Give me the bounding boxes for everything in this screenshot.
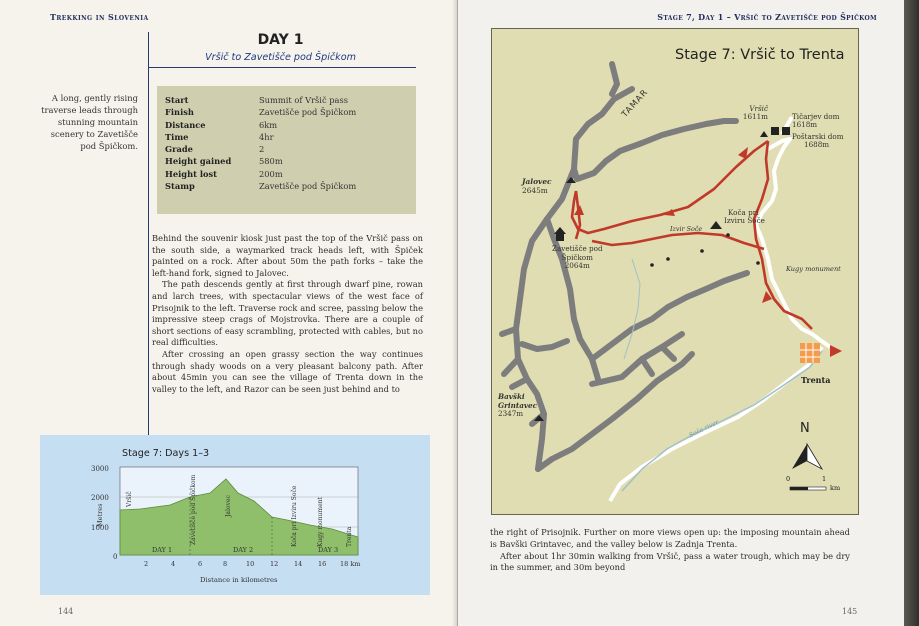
north-arrow-icon [792,444,822,469]
info-row-stamp: Stamp Zavetišče pod Špičkom [165,181,357,192]
x-tick: 12 [270,560,279,568]
right-body-text [490,527,850,574]
place-label: Jalovec [225,495,232,517]
y-tick: 1000 [91,524,109,532]
page-edge [904,0,919,626]
place-label: Kugy monument [317,497,324,547]
route-arrows [574,147,842,357]
x-tick: 16 [318,560,327,568]
place-label: Zavetišče pod Špičkom [190,474,197,545]
paragraph: The path descends gently at first through dwarf pine, rowan and larch trees, with spectacular views of the west face of Prisojnik to the left. Traverse rock and scree, passing below the impressive steep crags of Mojstrovka. There are a couple of short sections of easy scrambling, protected with cables, but no real difficulties. [152,279,423,348]
running-head-right: Stage 7, Day 1 – Vršič to Zavetišče pod Špičkom [657,12,877,22]
scale-bar [790,487,826,490]
map-label-vrsic: Vršič 1611m [742,104,768,121]
scale-zero: 0 [786,475,791,483]
info-row-time: Time 4hr [165,131,274,142]
map-label-zavetisce: Zavetišče pod Špičkom 2064m [552,244,603,270]
map-label-tamar: TAMAR [620,87,651,120]
vertical-rule [148,32,149,437]
x-tick: 8 [223,560,228,568]
info-row-finish: Finish Zavetišče pod Špičkom [165,107,357,118]
info-row-distance: Distance 6km [165,119,278,130]
place-label: Koča pri Izviru Soče [291,485,298,547]
day-title: DAY 1 [257,32,304,48]
x-tick: 4 [171,560,176,568]
day-label: DAY 1 [152,546,173,554]
x-tick: 14 [294,560,303,568]
map-title: Stage 7: Vršič to Trenta [675,47,845,63]
trenta-village [800,343,820,363]
horizontal-rule [148,67,416,68]
left-page [0,0,458,626]
profile-title: Stage 7: Days 1–3 [122,448,210,459]
day-label: DAY 3 [318,546,339,554]
place-label: Trenta [346,526,353,547]
x-tick: 2 [144,560,149,568]
map-label-soca: Soča river [688,418,720,440]
paragraph: the right of Prisojnik. Further on more views open up: the imposing mountain ahead is Bavški Grintavec, and the valley below is Zadnja Trenta. [490,527,850,549]
page-number-left: 144 [58,607,74,616]
scale-one: 1 [822,475,827,483]
y-axis-label: Metres [96,503,104,527]
info-row-height-gained: Height gained 580m [165,156,283,167]
map-label-ticarjev: Tičarjev dom 1618m [792,112,840,129]
day-subtitle: Vršič to Zavetišče pod Špičkom [205,52,356,63]
x-axis-label: Distance in kilometres [200,576,278,584]
map-label-trenta: Trenta [801,375,831,385]
map-label-postarski: Poštarski dom 1688m [792,132,844,149]
road-lines [610,117,830,501]
page-number-right: 145 [842,607,858,616]
map-label-kugy: Kugy monument [786,265,841,273]
day-label: DAY 2 [233,546,254,554]
info-row-grade: Grade 2 [165,144,265,155]
map-label-jalovec: Jalovec 2645m [522,177,552,195]
map-label-koca: Koča pri Izviru Soče [724,208,765,225]
route-map [491,28,859,515]
y-tick: 0 [113,553,118,561]
paragraph: After about 1hr 30min walking from Vršič, pass a water trough, which may be dry in the summer, and 30m beyond [490,550,850,573]
scale-unit: km [830,484,841,492]
ridge-lines [502,64,747,469]
map-label-bavski: Bavški Grintavec 2347m [498,392,537,418]
left-body-text [152,233,423,395]
info-box [157,86,416,214]
running-head-left: Trekking in Slovenia [50,12,149,22]
map-label-izvir: Izvir Soče [670,225,703,233]
x-tick: 10 [246,560,255,568]
y-tick: 3000 [91,465,109,473]
info-row-start: Start Summit of Vršič pass [165,95,349,105]
x-tick: 6 [198,560,203,568]
profile-chart [40,435,430,595]
paragraph: After crossing an open grassy section the way continues through shady woods on a very pleasant balcony path. After about 45min you can see the village of Trenta down in the valley to the left, and Razor can be seen just behind and to [152,348,423,394]
side-note: A long, gently rising traverse leads through stunning mountain scenery to Zavetišče pod Špičkom. [41,93,138,151]
waypoint-dots [650,233,760,267]
stream [624,259,640,359]
y-tick: 2000 [91,494,109,502]
place-label: Vršič [126,491,133,507]
north-label: N [800,421,810,436]
paragraph: Behind the souvenir kiosk just past the top of the Vršič pass on the south side, a waymarked track heads left, with Špiček painted on a rock. After about 50m the path forks – take the left-hand fork, signed to Jalovec. [152,233,423,278]
info-row-height-lost: Height lost 200m [165,168,283,179]
x-tick: 18 km [340,560,361,568]
